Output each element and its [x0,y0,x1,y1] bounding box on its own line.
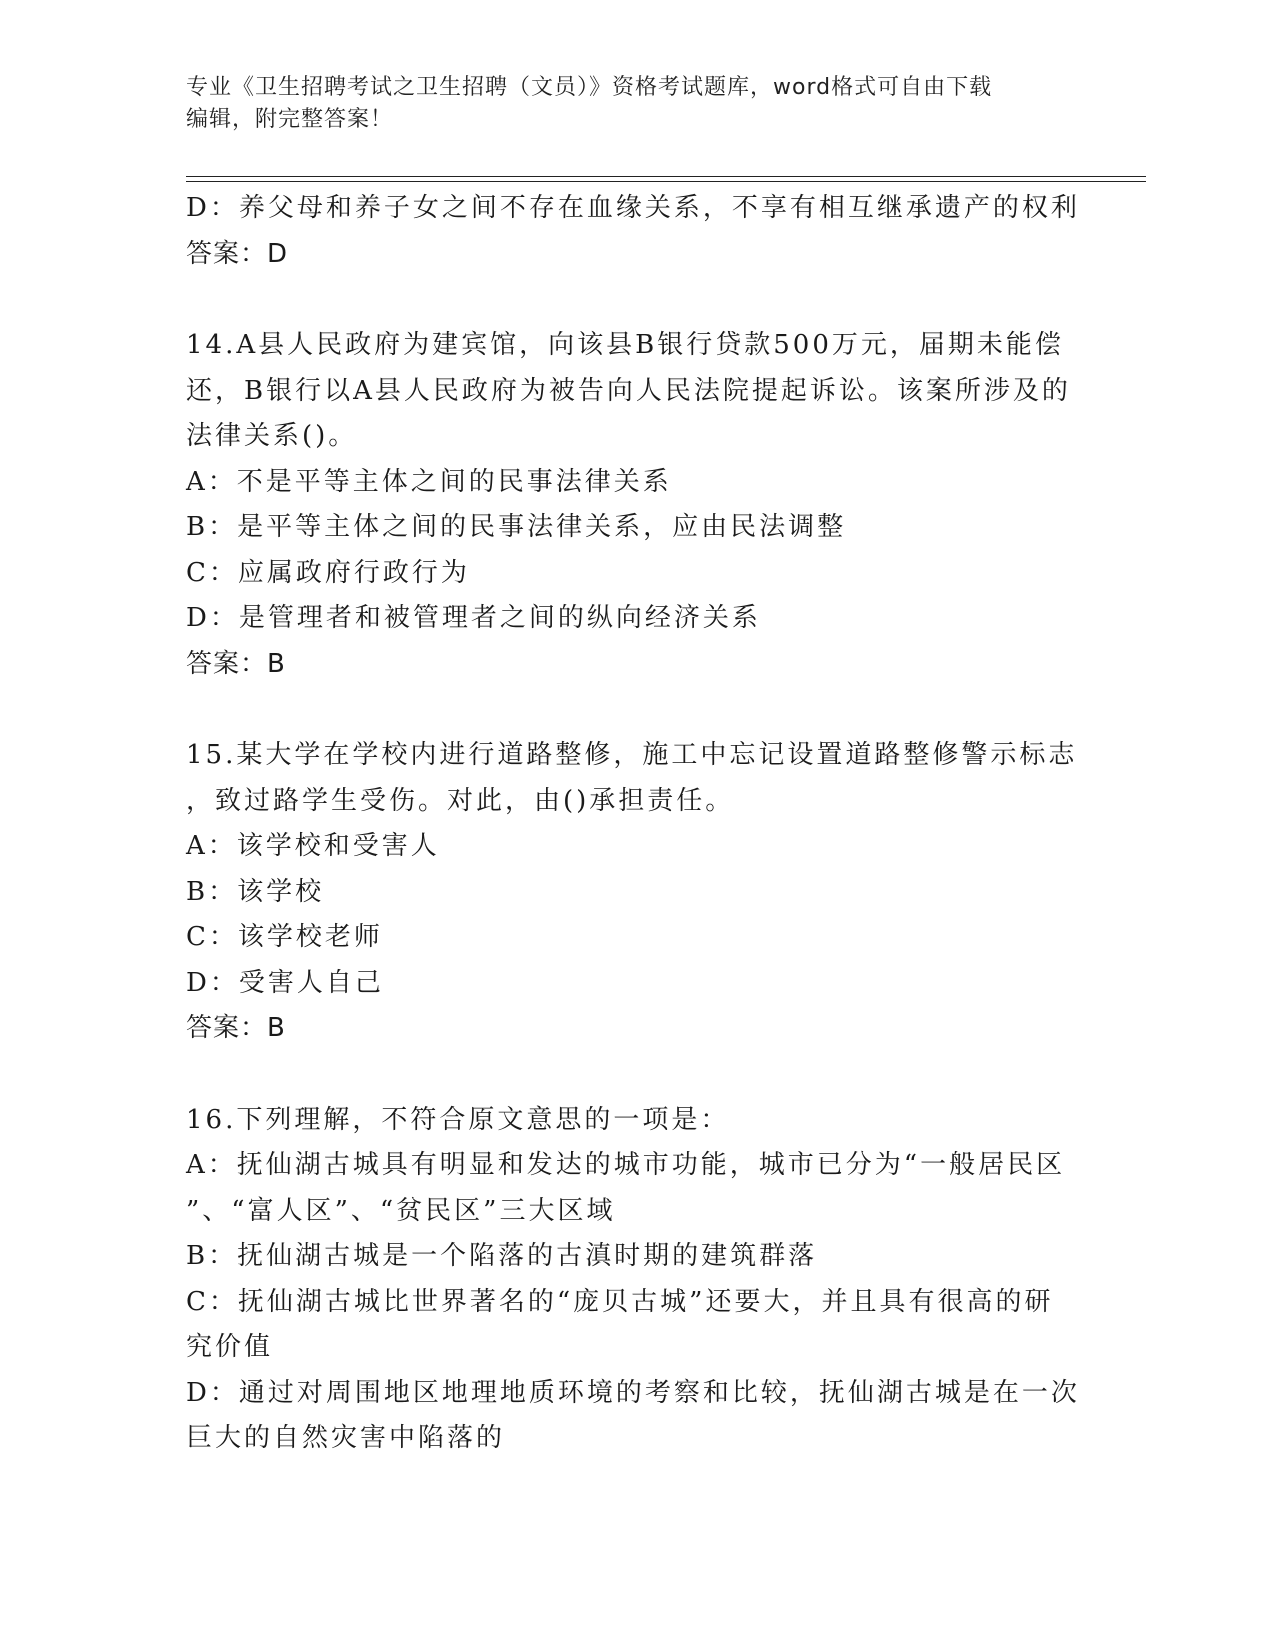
option-c: C：该学校老师 [186,922,383,952]
answer: 答案：B [186,1013,286,1043]
question-stem-line: 15.某大学在学校内进行道路整修，施工中忘记设置道路整修警示标志 [186,740,1078,770]
option-a: A：不是平等主体之间的民事法律关系 [186,466,672,497]
option-d-continued: 巨大的自然灾害中陷落的 [186,1423,506,1453]
question-stem-line: 14.A县人民政府为建宾馆，向该县B银行贷款500万元，届期未能偿 [186,330,1064,360]
prev-answer: 答案：D [186,238,289,269]
option-a: A：抚仙湖古城具有明显和发达的城市功能，城市已分为“一般居民区 [186,1150,1066,1180]
option-c-continued: 究价值 [186,1332,274,1362]
question-stem-line: 还，B银行以A县人民政府为被告向人民法院提起诉讼。该案所涉及的 [186,375,1071,406]
option-c: C：抚仙湖古城比世界著名的“庞贝古城”还要大，并且具有很高的研 [186,1286,1054,1317]
option-b: B：抚仙湖古城是一个陷落的古滇时期的建筑群落 [186,1241,818,1271]
prev-option-d: D：养父母和养子女之间不存在血缘关系，不享有相互继承遗产的权利 [186,193,1080,223]
answer: 答案：B [186,648,286,679]
header-line-1: 专业《卫生招聘考试之卫生招聘（文员）》资格考试题库，word格式可自由下载 [186,75,993,100]
option-a-continued: ”、“富人区”、“贫民区”三大区域 [186,1195,616,1226]
question-15 [186,733,1086,1052]
question-stem-line: ，致过路学生受伤。对此，由()承担责任。 [186,785,735,816]
document-header [186,72,1086,136]
option-a: A：该学校和受害人 [186,831,440,861]
header-rule-bottom [186,181,1146,182]
option-c: C：应属政府行政行为 [186,557,470,588]
question-stem-line: 法律关系()。 [186,421,358,451]
question-16 [186,1098,1086,1462]
option-d: D：受害人自己 [186,967,384,998]
question-list [186,186,1086,1462]
option-d: D：通过对周围地区地理地质环境的考察和比较，抚仙湖古城是在一次 [186,1377,1080,1408]
option-b: B：该学校 [186,876,325,907]
question-stem-line: 16.下列理解，不符合原文意思的一项是： [186,1104,730,1135]
question-14 [186,323,1086,687]
header-line-2: 编辑，附完整答案！ [186,107,394,132]
option-b: B：是平等主体之间的民事法律关系，应由民法调整 [186,512,847,542]
header-rule-top [186,176,1146,177]
option-d: D：是管理者和被管理者之间的纵向经济关系 [186,603,761,633]
